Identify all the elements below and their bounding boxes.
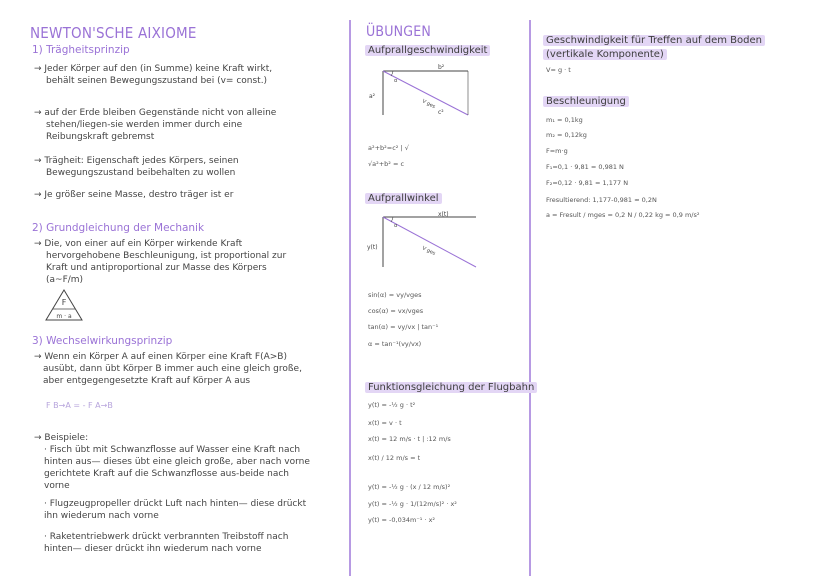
bullet-traegheit-2: → auf der Erde bleiben Gegenstände nicht von alleine stehen/liegen-sie werden immer durch eine Reibungskraft gebremst bbox=[34, 108, 277, 142]
formula-f-mg: F=m·g bbox=[546, 147, 568, 155]
heading-flugbahn: Funktionsgleichung der Flugbahn bbox=[365, 382, 537, 393]
heading-traegheitsprinzip: 1) Trägheitsprinzip bbox=[32, 44, 130, 56]
formula-triangle bbox=[44, 288, 84, 322]
formula-cos: cos(α) = vx/vges bbox=[368, 307, 424, 315]
formula-pythagoras: a²+b²=c² | √ bbox=[368, 144, 409, 152]
triangle-bottom-label: m · a bbox=[56, 313, 72, 320]
svg-text:b²: b² bbox=[438, 64, 445, 71]
formula-reaction: F B→A = - F A→B bbox=[46, 401, 113, 410]
diagram-velocity-triangle bbox=[366, 63, 476, 135]
heading-wechselwirkungsprinzip: 3) Wechselwirkungsprinzip bbox=[32, 335, 173, 347]
formula-t: x(t) / 12 m/s = t bbox=[368, 454, 421, 462]
svg-text:V ges: V ges bbox=[421, 98, 437, 111]
svg-text:a²: a² bbox=[369, 93, 376, 100]
example-rocket: · Raketentriebwerk drückt verbrannten Treibstoff nach hinten— dieser drückt ihn wiederum nach vorne bbox=[44, 532, 289, 554]
formula-x-t-value: x(t) = 12 m/s · t | :12 m/s bbox=[368, 435, 451, 443]
formula-alpha: α = tan⁻¹(vy/vx) bbox=[368, 340, 422, 348]
svg-text:α: α bbox=[394, 78, 398, 84]
formula-y-t: y(t) = -½ g · t² bbox=[368, 401, 416, 409]
bullet-wechselwirkung: → Wenn ein Körper A auf einen Körper eine Kraft F(A>B) ausübt, dann übt Körper B immer auch eine gleich große, aber entgegengesetzte Kraft auf Körper A aus bbox=[34, 352, 302, 386]
formula-v-g-t: V= g · t bbox=[546, 66, 571, 74]
bullet-traegheit-3: → Trägheit: Eigenschaft jedes Körpers, seinen Bewegungszustand beibehalten zu wollen bbox=[34, 156, 239, 178]
value-f1: F₁=0,1 · 9,81 = 0,981 N bbox=[546, 163, 624, 171]
formula-pythagoras-root: √a²+b² = c bbox=[368, 160, 405, 168]
example-fish: · Fisch übt mit Schwanzflosse auf Wasser eine Kraft nach hinten aus— dieses übt eine gleich große, aber nach vorne gerichtete Kraft auf die Schwanzflosse aus-beide nach vorne bbox=[44, 445, 310, 491]
svg-text:V ges: V ges bbox=[421, 245, 437, 257]
diagram-angle-triangle bbox=[366, 211, 478, 273]
triangle-top-label: F bbox=[61, 298, 67, 307]
formula-y-expanded: y(t) = -½ g · 1/(12m/s)² · x² bbox=[368, 500, 457, 508]
heading-geschwindigkeit: Geschwindigkeit für Treffen auf dem Boden (vertikale Komponente) bbox=[543, 32, 765, 60]
formula-y-final: y(t) = -0,034m⁻¹ · x² bbox=[368, 516, 436, 524]
heading-aufprallwinkel: Aufprallwinkel bbox=[365, 193, 442, 204]
formula-tan: tan(α) = vy/vx | tan⁻¹ bbox=[368, 323, 439, 331]
heading-aufprallgeschwindigkeit: Aufprallgeschwindigkeit bbox=[365, 45, 490, 56]
value-fresultierend: Fresultierend: 1,177-0,981 ≈ 0,2N bbox=[546, 196, 657, 204]
page-title: NEWTON'SCHE AIXIOME bbox=[30, 24, 197, 42]
value-f2: F₂=0,12 · 9,81 = 1,177 N bbox=[546, 179, 629, 187]
formula-sin: sin(α) = vy/vges bbox=[368, 291, 422, 299]
svg-text:x(t): x(t) bbox=[438, 211, 449, 218]
svg-text:α: α bbox=[394, 223, 398, 229]
column-divider-left bbox=[349, 20, 351, 576]
formula-x-t: x(t) = v · t bbox=[368, 419, 402, 427]
examples-label: → Beispiele: bbox=[34, 433, 89, 443]
example-propeller: · Flugzeugpropeller drückt Luft nach hinten— diese drückt ihn wiederum nach vorne bbox=[44, 499, 307, 521]
uebungen-title: ÜBUNGEN bbox=[366, 24, 432, 40]
formula-y-substituted: y(t) = -½ g · (x / 12 m/s)² bbox=[368, 483, 451, 491]
formula-acceleration: a = Fresult / mges = 0,2 N / 0,22 kg = 0,9 m/s² bbox=[546, 211, 700, 219]
heading-beschleunigung: Beschleunigung bbox=[543, 96, 629, 107]
svg-text:c²: c² bbox=[438, 109, 444, 116]
svg-text:y(t): y(t) bbox=[367, 244, 378, 251]
value-m2: m₂ = 0,12kg bbox=[546, 131, 587, 139]
bullet-traegheit-4: → Je größer seine Masse, destro träger ist er bbox=[34, 190, 234, 200]
bullet-grundgleichung: → Die, von einer auf ein Körper wirkende Kraft hervorgehobene Beschleunigung, ist proportional zur Kraft und antiproportional zur Masse des Körpers (a~F/m) bbox=[34, 239, 287, 285]
value-m1: m₁ = 0,1kg bbox=[546, 116, 583, 124]
heading-grundgleichung: 2) Grundgleichung der Mechanik bbox=[32, 222, 205, 234]
column-divider-right bbox=[529, 20, 531, 576]
bullet-traegheit-1: → Jeder Körper auf den (in Summe) keine Kraft wirkt, behält seinen Bewegungszustand bei (v= const.) bbox=[34, 64, 273, 86]
